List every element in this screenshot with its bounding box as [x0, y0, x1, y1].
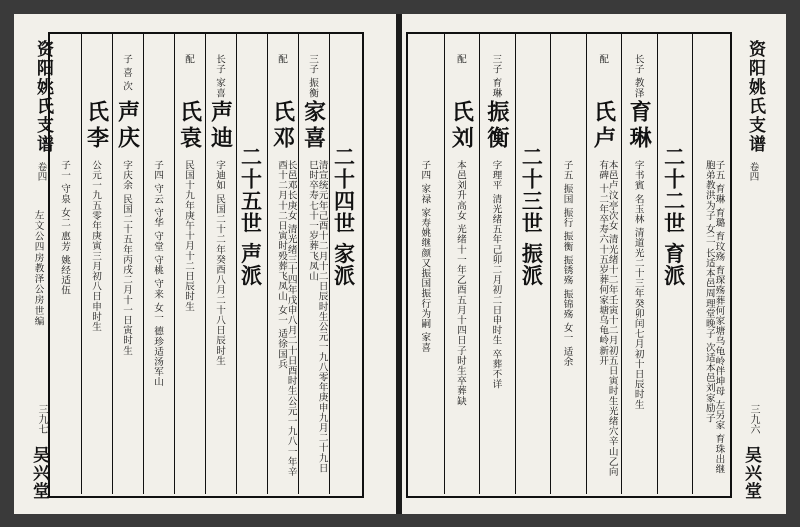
person-name: 氏袁 — [176, 100, 203, 152]
column-divider — [205, 34, 206, 494]
book-title-right: 资阳姚氏支谱 — [745, 40, 765, 154]
column-divider — [236, 34, 237, 494]
branch-label: 左文公四房教泽公房世编 — [32, 210, 44, 327]
record-text: 子五 振国 振行 振衡 振锈殇 振锦殇 女一 适余 — [561, 160, 573, 367]
text-column — [444, 34, 480, 494]
person-name: 声迪 — [207, 100, 234, 152]
record-text: 字书賓 名玉林 清道光二十三年癸卯闰七月初十日辰时生 — [632, 160, 644, 410]
column-header: 配 — [276, 54, 288, 65]
text-column — [50, 34, 81, 494]
text-column — [329, 34, 360, 494]
text-column — [657, 34, 693, 494]
column-divider — [298, 34, 299, 494]
record-text: 本邑刘升高女 光绪十一年乙酉五月十四日子时生卒葬缺 — [454, 160, 466, 406]
volume-label-left: 卷四 — [35, 162, 47, 181]
column-divider — [621, 34, 622, 494]
text-column — [236, 34, 267, 494]
record-text: 民国十九年庚午十月十二日辰时生 — [183, 160, 195, 312]
generation-heading: 二十三世 振派 — [519, 146, 545, 287]
record-text: 长邑邓长庚女 清光绪三十四年戊申八月二十日酉时生公元一九八一年辛酉十二月十二日寅时殁葬飞凤山 女一 适徐国兵 — [276, 160, 297, 477]
column-divider — [112, 34, 113, 494]
text-column — [205, 34, 236, 494]
page-number-left: 三九七 — [36, 404, 47, 434]
text-column — [621, 34, 657, 494]
book-title-left: 资阳姚氏支谱 — [33, 40, 53, 154]
left-page — [14, 14, 396, 514]
column-divider — [81, 34, 82, 494]
right-columns-area — [408, 34, 728, 494]
person-name: 家喜 — [300, 100, 327, 152]
text-column — [81, 34, 112, 494]
column-divider — [657, 34, 658, 494]
person-name: 氏邓 — [269, 100, 296, 152]
record-text: 字庆余 民国二十五年丙戌二月十一日寅时生 — [121, 160, 133, 356]
column-divider — [267, 34, 268, 494]
column-header: 配 — [183, 54, 195, 65]
column-divider — [479, 34, 480, 494]
column-divider — [550, 34, 551, 494]
column-divider — [174, 34, 175, 494]
volume-label-right: 卷四 — [747, 162, 759, 181]
column-header: 配 — [597, 54, 609, 65]
person-name: 氏刘 — [448, 100, 475, 152]
hall-name-right: 吴兴堂 — [741, 446, 761, 500]
page-number-right: 三九六 — [748, 404, 759, 434]
column-header: 长子 家喜 — [214, 54, 226, 98]
generation-heading: 二十二世 育派 — [661, 146, 687, 287]
generation-heading: 二十四世 家派 — [331, 146, 357, 287]
column-header: 子 喜 次 — [121, 54, 133, 92]
generation-heading: 二十五世 声派 — [238, 146, 264, 287]
hall-name-left: 吴兴堂 — [29, 446, 49, 500]
column-header: 长子 教泽 — [632, 54, 644, 98]
person-name: 声庆 — [114, 100, 141, 152]
record-text: 公元一九五零年庚寅三月初八日申时生 — [90, 160, 102, 332]
text-column — [479, 34, 515, 494]
text-column — [550, 34, 586, 494]
text-column — [112, 34, 143, 494]
record-text: 本邑卢汶亭次女 清光绪十二年壬寅十二月初五日寅时生光绪穴辛山乙向有碑 十二年卒寿六十五岁葬何家塘乌龟岭新开 — [597, 160, 618, 477]
right-page — [402, 14, 786, 514]
text-column — [586, 34, 622, 494]
column-header: 三子 振衡 — [307, 54, 319, 98]
column-header: 配 — [454, 54, 466, 65]
text-column — [408, 34, 444, 494]
text-column — [174, 34, 205, 494]
person-name: 振衡 — [483, 100, 510, 152]
text-column — [515, 34, 551, 494]
column-divider — [444, 34, 445, 494]
record-text: 字迪如 民国二十二年癸酉八月二十八日辰时生 — [214, 160, 226, 366]
person-name: 育琳 — [626, 100, 653, 152]
record-text: 清宣统元年己酉十二月十二日辰时生公元一九八零年庚申九月二十九日巳时卒寿七十一岁葬飞凤山 — [307, 160, 328, 474]
record-text: 子四 家禄 家寿姚继颜又振国振行为嗣 家喜 — [419, 160, 431, 353]
person-name: 氏卢 — [590, 100, 617, 152]
column-divider — [329, 34, 330, 494]
record-text: 子一 守泉 女二 惠芳 姚经适伍 — [59, 160, 71, 296]
left-columns-area — [50, 34, 360, 494]
record-text: 子五 育琳 育璐 育玟殇 育琛殇葬何家塘乌龟岭伴坤母 左另家 育珠出继胞弟教洪为子 女二 长适本邑周理堂晚子 次适本邑刘家励子 — [703, 160, 725, 475]
column-divider — [143, 34, 144, 494]
column-divider — [515, 34, 516, 494]
text-column — [298, 34, 329, 494]
column-divider — [586, 34, 587, 494]
person-name: 氏李 — [83, 100, 110, 152]
column-header: 三子 育琳 — [490, 54, 502, 98]
record-text: 子四 守云 守华 守堂 守桃 守来 女一 德珍适汤军山 — [152, 160, 164, 387]
column-divider — [692, 34, 693, 494]
text-column — [692, 34, 728, 494]
text-column — [143, 34, 174, 494]
record-text: 字理平 清光绪五年己卯二月初二日申时生 卒葬不详 — [490, 160, 502, 390]
text-column — [267, 34, 298, 494]
